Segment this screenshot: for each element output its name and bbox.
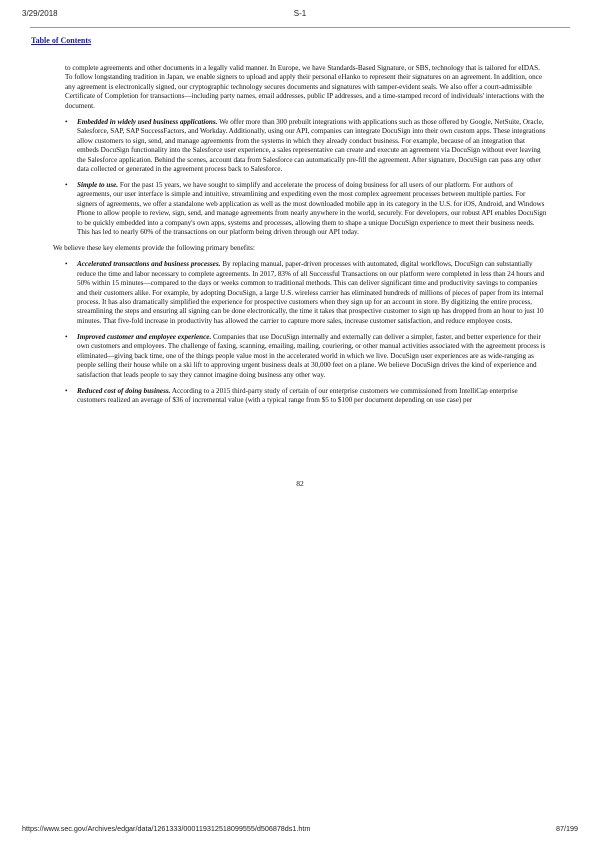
continuation-paragraph: to complete agreements and other documents in a legally valid manner. In Europe, we have Standards-Based Signature, or SBS, technology that is tailored for eIDAS. To follow longstanding tradition in Japan, we enable signers to upload and apply their personal eHanko to represent their signatures on an agreement. In addition, once any agreement is electronically signed, our cryptographic technology secures documents and signatures with tamper-evident seals. We also offer a court-admissible Certificate of Completion for transactions—including party names, email addresses, public IP addresses, and a time-stamped record of individuals' interactions with the document. bbox=[65, 64, 545, 110]
benefits-intro: We believe these key elements provide the following primary benefits: bbox=[53, 244, 255, 253]
benefit-text: By replacing manual, paper-driven processes with automated, digital workflows, DocuSign can substantially reduce the time and labor necessary to complete agreements. In 2017, 83% of all Successful Transactions on our platform were completed in less than 24 hours and 50% within 15 minutes—compared to the days or weeks common to traditional methods. This can deliver significant time and productivity savings to companies and their customers alike. For example, by adopting DocuSign, a large U.S. wireless carrier has eliminated hundreds of millions of pieces of paper from its internal process. It has also dramatically simplified the experience for prospective customers when they sign up for an account in store. By digitizing the entire process, streamlining the steps and ensuring all signing can be done electronically, the time it takes that prospective customer to sign up has dropped from an hour to just 10 minutes. That five-fold increase in productivity has allowed the carrier to capture more sales, increase customer satisfaction, and reduce employee costs. bbox=[77, 260, 545, 325]
feature-text: For the past 15 years, we have sought to simplify and accelerate the process of doing business for all users of our platform. For authors of agreements, our user interface is simple and intuitive, streamlining and expediting even the most complex agreement processes between multiple parties. For signers of agreements, we offer a standalone web application as well as the most downloaded mobile app in its category in the U.S. for iOS, Android, and Windows Phone to allow people to review, sign, send, and manage agreements from nearly anywhere in the world, securely. For developers, our robust API enables DocuSign to be quickly embedded into a company's own apps, systems and processes, allowing them to shape a unique DocuSign experience to meet their business needs. This has led to nearly 60% of the transactions on our platform being driven through our API today. bbox=[77, 180, 547, 237]
header-divider bbox=[30, 27, 570, 28]
bullet-icon: • bbox=[65, 260, 68, 269]
print-page-count: 87/199 bbox=[556, 824, 578, 833]
bullet-icon: • bbox=[65, 332, 68, 341]
feature-text: We offer more than 300 prebuilt integrations with applications such as those offered by Google, NetSuite, Oracle, Salesforce, SAP, SAP SuccessFactors, and Workday. Additionally, using our API, companies can integrate DocuSign into their own custom apps. These integrations allow customers to sign, send, and manage agreements from the systems in which they already conduct business. For example, because of an integration that embeds DocuSign functionality into the Salesforce user experience, a sales representative can create and execute an agreement via DocuSign without ever leaving the Salesforce application. Behind the scenes, account data from Salesforce can automatically pre-fill the agreement. After signature, DocuSign can pass any other data collected or generated in the agreement process back to Salesforce. bbox=[77, 117, 546, 174]
document-body bbox=[53, 64, 547, 406]
benefit-title: Improved customer and employee experience. bbox=[77, 332, 212, 341]
benefit-item-experience bbox=[65, 333, 547, 380]
print-footer bbox=[22, 824, 578, 836]
bullet-icon: • bbox=[65, 180, 68, 189]
bullet-icon: • bbox=[65, 117, 68, 126]
feature-title: Embedded in widely used business applications. bbox=[77, 117, 218, 126]
print-date: 3/29/2018 bbox=[22, 9, 58, 18]
document-title: S-1 bbox=[293, 9, 307, 18]
benefit-title: Reduced cost of doing business. bbox=[77, 386, 171, 395]
print-header bbox=[22, 9, 578, 23]
benefit-item-accelerated bbox=[65, 260, 547, 326]
page-number: 82 bbox=[296, 479, 304, 488]
benefit-title: Accelerated transactions and business processes. bbox=[77, 260, 221, 269]
feature-item-embedded bbox=[65, 118, 547, 175]
bullet-icon: • bbox=[65, 386, 68, 395]
source-url: https://www.sec.gov/Archives/edgar/data/1261333/000119312518099555/d506878ds1.htm bbox=[22, 824, 311, 833]
benefit-text: According to a 2015 third-party study of certain of our enterprise customers we commissioned from IntelliCap enterprise customers realized an average of $36 of incremental value (with a typical range from $5 to $100 per document depending on use case) per bbox=[77, 386, 518, 405]
feature-title: Simple to use. bbox=[77, 180, 119, 189]
feature-item-simple bbox=[65, 181, 547, 238]
benefit-text: Companies that use DocuSign internally and externally can deliver a simpler, faster, and better experience for their own customers and employees. The challenge of faxing, scanning, emailing, mailing, couriering, or other manual activities associated with the agreement process is eliminated—giving back time, one of the things people value most in the accelerated world in which we live. DocuSign user experiences are as wide-ranging as people selling their house while on a ski lift to approving urgent business deals at 30,000 feet on a plane. We believe DocuSign drives the kind of experience and satisfaction that leads people to say they cannot imagine doing business any other way. bbox=[77, 332, 546, 379]
table-of-contents-link[interactable]: Table of Contents bbox=[31, 36, 92, 45]
benefit-item-cost bbox=[65, 387, 547, 406]
